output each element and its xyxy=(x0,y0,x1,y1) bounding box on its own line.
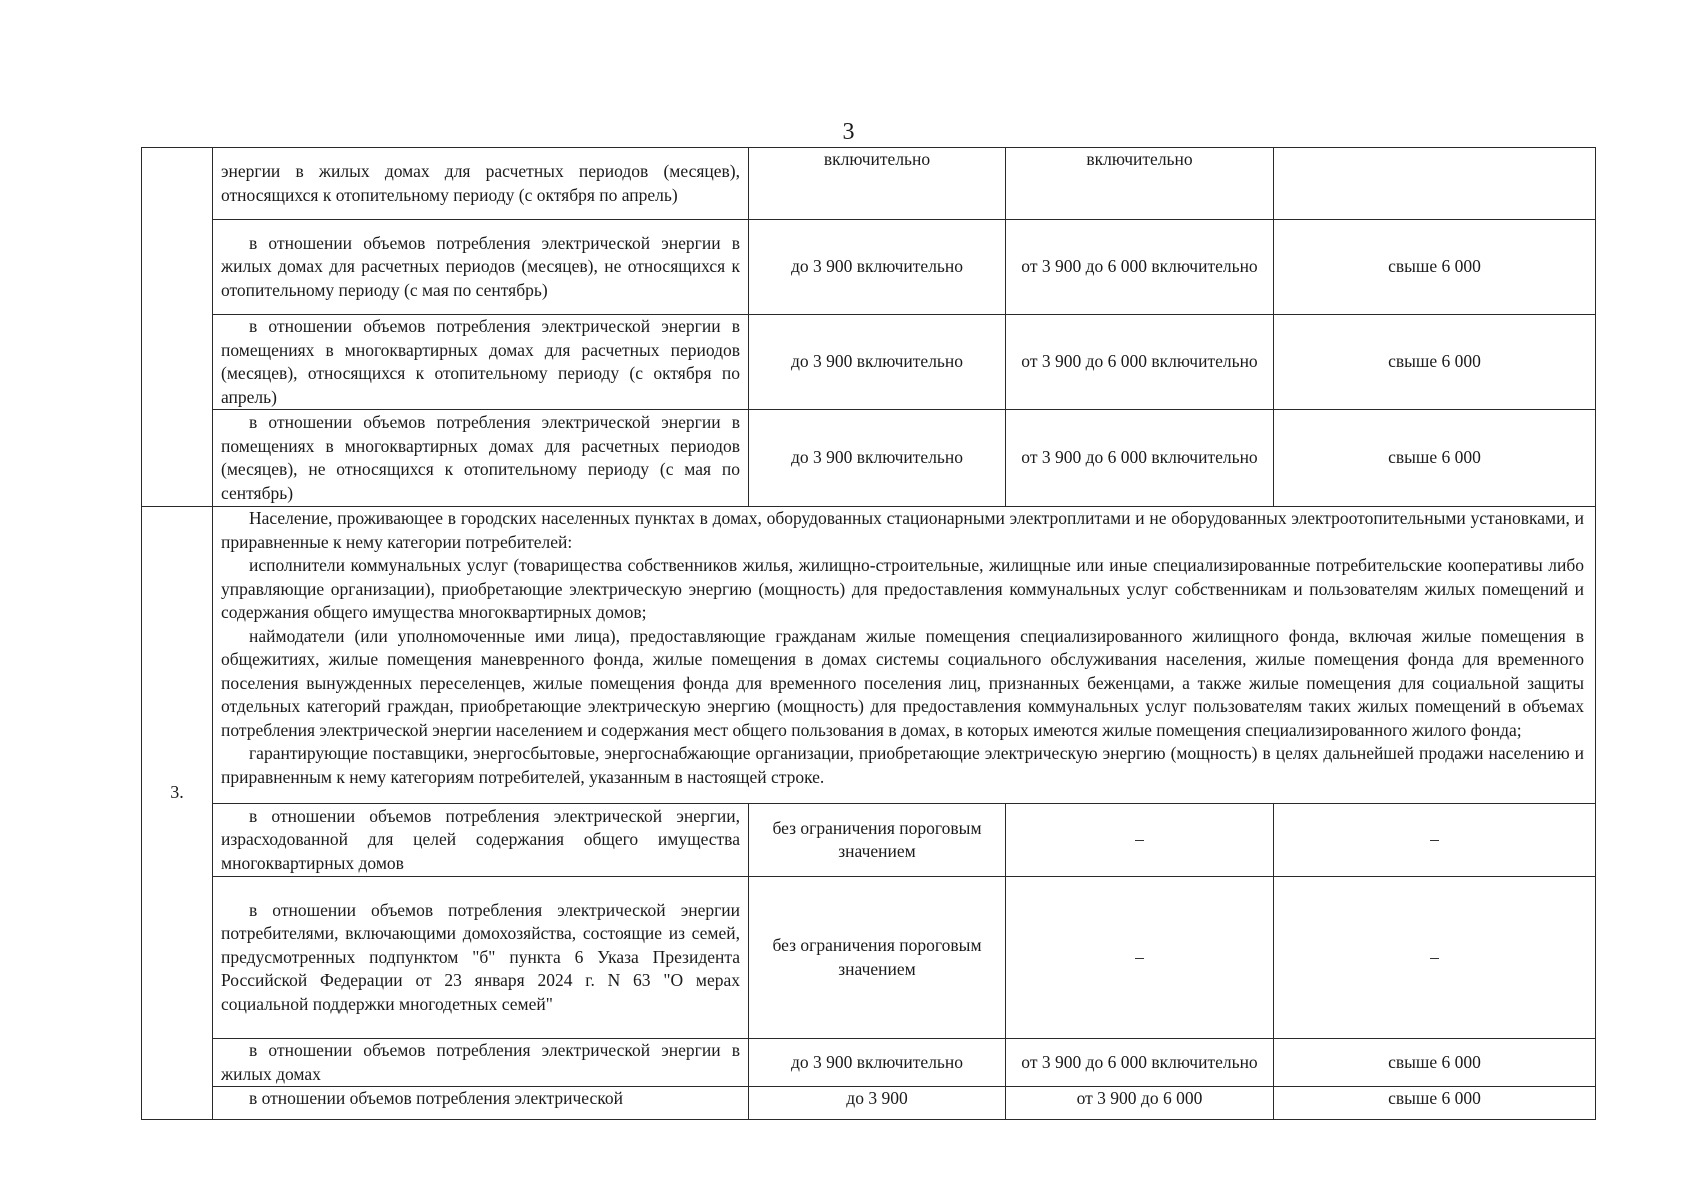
threshold-col3: свыше 6 000 xyxy=(1274,410,1596,507)
table-row xyxy=(142,148,1596,220)
table-row xyxy=(142,410,1596,507)
section-number-cell xyxy=(142,507,213,1120)
threshold-col2: – xyxy=(1006,804,1274,877)
tariff-table xyxy=(141,147,1596,1120)
section-paragraph: Население, проживающее в городских населенных пунктах в домах, оборудованных стационарными электроплитами и не оборудованных электроотопительными установками, и приравненные к нему категории потребителей: xyxy=(221,508,1584,552)
table-row xyxy=(142,220,1596,315)
section-paragraph: исполнители коммунальных услуг (товарищества собственников жилья, жилищно-строительные, жилищные или иные специализированные потребительские кооперативы либо управляющие организации), приобретающие электрическую энергию (мощность) для предоставления коммунальных услуг собственникам и пользователям жилых помещений и содержания общего имущества многоквартирных домов; xyxy=(221,555,1584,622)
threshold-col1: без ограничения пороговым значением xyxy=(749,877,1006,1039)
threshold-col2: от 3 900 до 6 000 включительно xyxy=(1006,315,1274,410)
row-description: в отношении объемов потребления электрической энергии потребителями, включающими домохозяйства, состоящие из семей, предусмотренных подпунктом "б" пункта 6 Указа Президента Российской Федерации от 23 января 2024 г. N 63 "О мерах социальной поддержки многодетных семей" xyxy=(213,877,749,1039)
threshold-col2: от 3 900 до 6 000 xyxy=(1006,1087,1274,1120)
threshold-col2: – xyxy=(1006,877,1274,1039)
row-description: в отношении объемов потребления электрической энергии в жилых домах xyxy=(213,1039,749,1087)
row-description: в отношении объемов потребления электрической энергии в помещениях в многоквартирных домах для расчетных периодов (месяцев), относящихся к отопительному периоду (с октября по апрель) xyxy=(213,315,749,410)
table-row xyxy=(142,1087,1596,1120)
threshold-col1: до 3 900 включительно xyxy=(749,1039,1006,1087)
section-number: 3. xyxy=(170,782,184,803)
threshold-col3: свыше 6 000 xyxy=(1274,220,1596,315)
table-row xyxy=(142,877,1596,1039)
threshold-col3: свыше 6 000 xyxy=(1274,315,1596,410)
table-row xyxy=(142,804,1596,877)
threshold-col1: до 3 900 xyxy=(749,1087,1006,1120)
threshold-col1: включительно xyxy=(749,148,1006,220)
row-description: энергии в жилых домах для расчетных периодов (месяцев), относящихся к отопительному периоду (с октября по апрель) xyxy=(213,148,749,220)
row-description: в отношении объемов потребления электрической xyxy=(213,1087,749,1120)
threshold-col1: до 3 900 включительно xyxy=(749,315,1006,410)
threshold-col3 xyxy=(1274,148,1596,220)
threshold-col1: до 3 900 включительно xyxy=(749,410,1006,507)
section-header-row xyxy=(142,507,1596,804)
threshold-col1: до 3 900 включительно xyxy=(749,220,1006,315)
row-number-cell xyxy=(142,148,213,507)
threshold-col2: от 3 900 до 6 000 включительно xyxy=(1006,1039,1274,1087)
row-description: в отношении объемов потребления электрической энергии в жилых домах для расчетных периодов (месяцев), не относящихся к отопительному периоду (с мая по сентябрь) xyxy=(213,220,749,315)
threshold-col2: от 3 900 до 6 000 включительно xyxy=(1006,410,1274,507)
threshold-col3: – xyxy=(1274,804,1596,877)
page-number: 3 xyxy=(842,119,855,145)
threshold-col2: включительно xyxy=(1006,148,1274,220)
row-description: в отношении объемов потребления электрической энергии в помещениях в многоквартирных домах для расчетных периодов (месяцев), не относящихся к отопительному периоду (с мая по сентябрь) xyxy=(213,410,749,507)
section-paragraph: гарантирующие поставщики, энергосбытовые, энергоснабжающие организации, приобретающие электрическую энергию (мощность) в целях дальнейшей продажи населению и приравненным к нему категориям потребителей, указанным в настоящей строке. xyxy=(221,743,1584,787)
threshold-col1: без ограничения пороговым значением xyxy=(749,804,1006,877)
row-description: в отношении объемов потребления электрической энергии, израсходованной для целей содержания общего имущества многоквартирных домов xyxy=(213,804,749,877)
threshold-col3: – xyxy=(1274,877,1596,1039)
table-row xyxy=(142,315,1596,410)
section-paragraph: наймодатели (или уполномоченные ими лица), предоставляющие гражданам жилые помещения специализированного жилищного фонда, включая жилые помещения в общежитиях, жилые помещения маневренного фонда, жилые помещения в домах системы социального обслуживания населения, жилые помещения фонда для временного поселения вынужденных переселенцев, жилые помещения фонда для временного поселения лиц, признанных беженцами, а также жилые помещения для социальной защиты отдельных категорий граждан, приобретающие электрическую энергию (мощность) для предоставления коммунальных услуг пользователям таких жилых помещений в объемах потребления электрической энергии населением и содержания мест общего пользования в домах, в которых имеются жилые помещения специализированного жилого фонда; xyxy=(221,625,1584,740)
section-description xyxy=(213,507,1596,804)
threshold-col2: от 3 900 до 6 000 включительно xyxy=(1006,220,1274,315)
threshold-col3: свыше 6 000 xyxy=(1274,1039,1596,1087)
threshold-col3: свыше 6 000 xyxy=(1274,1087,1596,1120)
table-row xyxy=(142,1039,1596,1087)
